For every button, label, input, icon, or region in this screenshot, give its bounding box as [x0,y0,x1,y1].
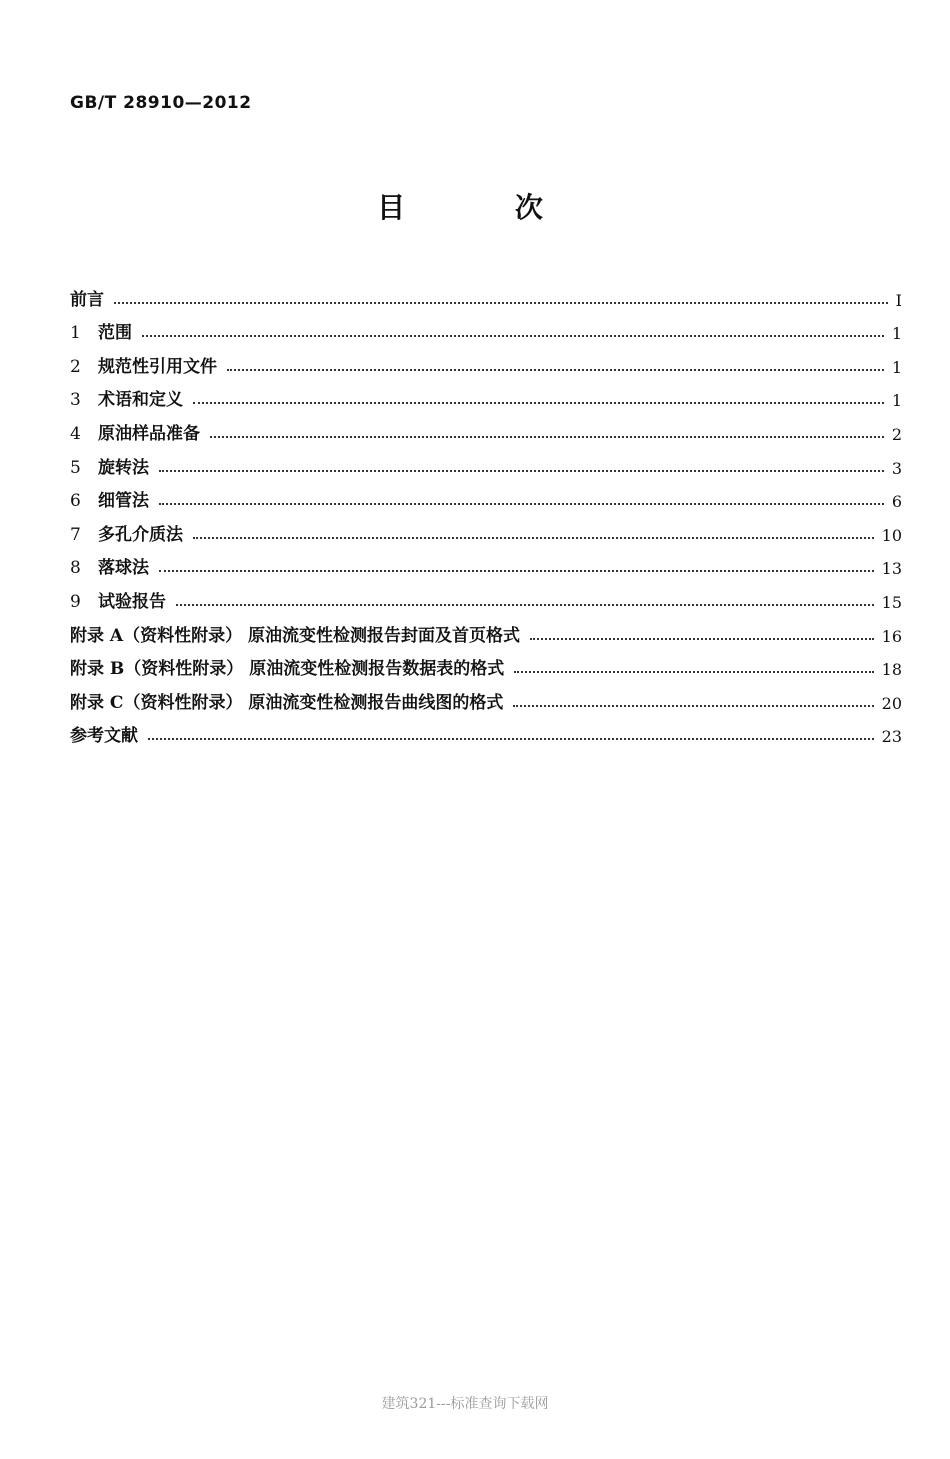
toc-entry-7[interactable] [70,511,902,545]
toc-entry-page: Ⅰ [895,290,902,310]
toc-dot-leader [148,738,874,740]
toc-entry-annex-a[interactable] [70,612,902,646]
toc-dot-leader [193,402,884,404]
toc-entry-page: 20 [881,693,902,713]
toc-entry-label: 旋转法 [98,457,149,478]
toc-entry-label: 规范性引用文件 [98,356,217,377]
toc-entry-page: 1 [891,324,902,344]
toc-entry-label: 范围 [98,323,132,344]
toc-entry-number: 2 [70,356,81,377]
toc-dot-leader [514,671,873,673]
toc-entry-5[interactable] [70,444,902,478]
toc-entry-page: 16 [881,626,902,646]
toc-entry-page: 1 [891,391,902,411]
toc-entry-label: 前言 [70,289,104,310]
toc-entry-label: 多孔介质法 [98,524,183,545]
toc-entry-label: 附录 C（资料性附录） 原油流变性检测报告曲线图的格式 [70,692,504,713]
toc-entry-label: 附录 B（资料性附录） 原油流变性检测报告数据表的格式 [70,659,505,680]
toc-dot-leader [210,436,884,438]
toc-entry-8[interactable] [70,545,902,579]
toc-entry-preface[interactable] [70,276,902,310]
toc-entry-label: 试验报告 [98,591,166,612]
toc-dot-leader [159,470,884,472]
standard-code: GB/T 28910—2012 [70,93,252,113]
toc-dot-leader [176,604,874,606]
toc-entry-annex-b[interactable] [70,646,902,680]
toc-dot-leader [142,335,884,337]
toc-entry-bibliography[interactable] [70,713,902,747]
toc-entry-page: 23 [881,727,902,747]
toc-dot-leader [159,570,874,572]
toc-entry-3[interactable] [70,377,902,411]
site-watermark: 建筑321---标准查询下载网 [381,1396,549,1412]
toc-entry-label: 参考文献 [70,726,138,747]
toc-entry-page: 2 [891,424,902,444]
toc-dot-leader [114,302,888,304]
toc-entry-number: 5 [70,457,81,478]
toc-entry-1[interactable] [70,310,902,344]
toc-entry-page: 3 [891,458,902,478]
toc-entry-page: 10 [881,525,902,545]
toc-title: 目 次 [377,191,593,224]
toc-entry-page: 6 [891,492,902,512]
toc-entry-label: 细管法 [98,491,149,512]
toc-dot-leader [513,705,873,707]
toc-entry-6[interactable] [70,478,902,512]
toc-entry-page: 13 [881,559,902,579]
toc-entry-number: 9 [70,591,81,612]
toc-entry-9[interactable] [70,578,902,612]
toc-entry-label: 落球法 [98,558,149,579]
table-of-contents [70,276,902,746]
toc-entry-number: 6 [70,491,81,512]
toc-dot-leader [159,503,884,505]
toc-entry-number: 3 [70,390,81,411]
toc-entry-annex-c[interactable] [70,679,902,713]
toc-entry-label: 术语和定义 [98,390,183,411]
toc-entry-number: 4 [70,423,81,444]
toc-entry-number: 8 [70,558,81,579]
toc-entry-page: 1 [891,357,902,377]
toc-entry-label: 原油样品准备 [98,423,200,444]
toc-entry-number: 1 [70,323,81,344]
toc-entry-label: 附录 A（资料性附录） 原油流变性检测报告封面及首页格式 [70,625,521,646]
toc-entry-page: 18 [881,660,902,680]
toc-dot-leader [530,638,874,640]
toc-entry-4[interactable] [70,410,902,444]
toc-dot-leader [227,369,884,371]
toc-dot-leader [193,537,874,539]
toc-entry-2[interactable] [70,343,902,377]
toc-entry-number: 7 [70,524,81,545]
toc-entry-page: 15 [881,592,902,612]
